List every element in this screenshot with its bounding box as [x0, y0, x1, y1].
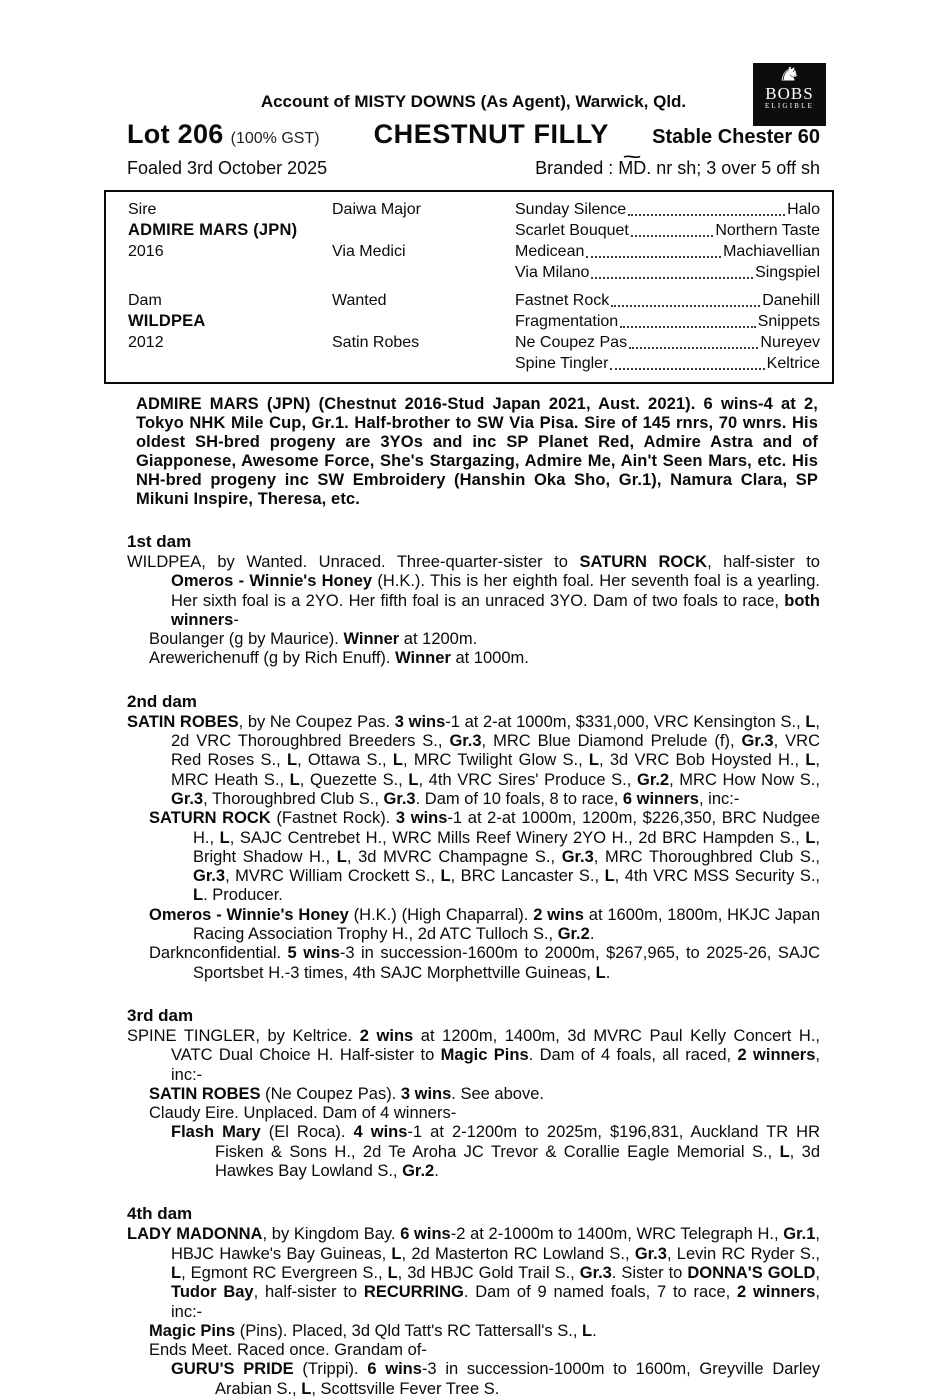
ancestor-name: Ne Coupez Pas — [515, 334, 628, 351]
pedigree-paragraph: SATIN ROBES (Ne Coupez Pas). 3 wins. See above. — [149, 1084, 544, 1103]
dam-section — [127, 1204, 820, 1399]
dam-section-heading: 3rd dam — [127, 1005, 194, 1025]
leader-dots — [631, 235, 713, 237]
pedigree-table — [104, 190, 834, 384]
ancestor-name: Spine Tingler — [515, 355, 609, 372]
pedigree-paragraph: SATIN ROBES, by Ne Coupez Pas. 3 wins-1 at 2-at 1000m, $331,000, VRC Kensington S., L, 2d VRC Thoroughbred Breeders S., Gr.3, MRC Blue Diamond Prelude (f), Gr.3, VRC Red Roses S., L, Ottawa S., L, MRC Twilight Glow S., L, 3d VRC Bob Hoysted H., L, MRC Heath S., L, Quezette S., L, 4th VRC Sires' Produce S., Gr.2, MRC How Now S., Gr.3, Thoroughbred Club S., Gr.3. Dam of 10 foals, 8 to race, 6 winners, inc:- — [127, 712, 820, 808]
pedigree-cell: Via Medici — [332, 243, 406, 260]
vendor-account-line: Account of MISTY DOWNS (As Agent), Warwick, Qld. — [260, 92, 687, 111]
dam-sections — [127, 532, 820, 1399]
pedigree-paragraph: Claudy Eire. Unplaced. Dam of 4 winners- — [149, 1104, 457, 1123]
ancestor-name: Danehill — [762, 292, 820, 309]
pedigree-cell — [128, 262, 332, 283]
ancestor-name: Machiavellian — [723, 243, 820, 260]
pedigree-paragraph: Ends Meet. Raced once. Grandam of- — [149, 1341, 427, 1360]
leader-dots — [591, 277, 753, 279]
pedigree-cell — [332, 353, 515, 374]
dam-section-heading: 4th dam — [127, 1204, 193, 1224]
ancestor-name: Snippets — [757, 313, 820, 330]
leader-dots — [586, 256, 721, 258]
ancestor-name: Northern Taste — [715, 222, 820, 239]
sire-name: ADMIRE MARS (JPN) — [128, 221, 298, 239]
ancestor-name: Medicean — [515, 243, 585, 260]
ancestor-name: Keltrice — [766, 355, 820, 372]
ancestor-name: Fragmentation — [515, 313, 619, 330]
pedigree-paragraph: WILDPEA, by Wanted. Unraced. Three-quarter-sister to SATURN ROCK, half-sister to Omeros - Winnie's Honey (H.K.). This is her eighth foal. Her seventh foal is a yearling. Her sixth foal is a 2YO. Her fifth foal is an unraced 3YO. Dam of two foals to race, both winners- — [127, 553, 820, 629]
pedigree-row — [128, 262, 820, 283]
pedigree-row — [128, 199, 820, 220]
dam-section — [127, 1006, 820, 1181]
leader-dots — [629, 347, 758, 349]
pedigree-cell: Sire — [128, 201, 157, 218]
bobs-horse-icon: ♞ — [777, 64, 802, 85]
pedigree-row — [128, 220, 820, 241]
ancestor-name: Halo — [787, 201, 820, 218]
pedigree-row — [128, 241, 820, 262]
pedigree-paragraph: SATURN ROCK (Fastnet Rock). 3 wins-1 at 2-at 1000m, 1200m, $226,350, BRC Nudgee H., L, SAJC Centrebet H., WRC Mills Reef Winery 2YO H., 2d BRC Hampden S., L, Bright Shadow H., L, 3d MVRC Champagne S., Gr.3, MRC Thoroughbred Club S., Gr.3, MVRC William Crockett S., L, BRC Lancaster S., L, 4th VRC MSS Security S., L. Producer. — [149, 809, 821, 905]
ancestor-name: Via Milano — [515, 264, 590, 281]
foaled-line — [127, 158, 820, 179]
pedigree-cell: Daiwa Major — [332, 201, 421, 218]
pedigree-row — [128, 332, 820, 353]
leader-dots — [611, 305, 760, 307]
foaled-date: Foaled 3rd October 2025 — [127, 158, 328, 178]
ancestor-name: Sunday Silence — [515, 201, 627, 218]
bobs-logo-subtitle: ELIGIBLE — [764, 102, 815, 110]
ancestor-name: Scarlet Bouquet — [515, 222, 629, 239]
dam-section-heading: 1st dam — [127, 532, 192, 551]
pedigree-paragraph: LADY MADONNA, by Kingdom Bay. 6 wins-2 at 2-1000m to 1400m, WRC Telegraph H., Gr.1, HBJC Hawke's Bay Guineas, L, 2d Masterton RC Lowland S., Gr.3, Levin RC Ryder S., L, Egmont RC Evergreen S., L, 3d HBJC Gold Trail S., Gr.3. Sister to DONNA'S GOLD, Tudor Bay, half-sister to RECURRING. Dam of 9 named foals, 7 to race, 2 winners, inc:- — [127, 1225, 821, 1321]
pedigree-paragraph: Boulanger (g by Maurice). Winner at 1200m. — [149, 630, 478, 649]
pedigree-cell: Satin Robes — [332, 334, 420, 351]
horse-description-title: CHESTNUT FILLY — [373, 119, 609, 149]
pedigree-cell — [332, 220, 515, 241]
leader-dots — [610, 368, 764, 370]
pedigree-cell — [128, 353, 332, 374]
pedigree-cell: 2016 — [128, 243, 164, 260]
lot-line — [127, 119, 820, 150]
pedigree-row — [128, 353, 820, 374]
pedigree-paragraph: Flash Mary (El Roca). 4 wins-1 at 2-1200m to 2025m, $196,831, Auckland TR HR Fisken & Sons H., 2d Te Aroha JC Trevor & Corallie Eagle Memorial S., L, 3d Hawkes Bay Lowland S., Gr.2. — [171, 1123, 820, 1181]
bobs-logo-title: BOBS — [765, 84, 814, 103]
ancestor-name: Fastnet Rock — [515, 292, 610, 309]
pedigree-paragraph: Omeros - Winnie's Honey (H.K.) (High Chaparral). 2 wins at 1600m, 1800m, HKJC Japan Racing Association Trophy H., 2d ATC Tulloch S., Gr.2. — [149, 905, 821, 944]
ancestor-name: Nureyev — [760, 334, 820, 351]
sire-summary-paragraph: ADMIRE MARS (JPN) (Chestnut 2016-Stud Japan 2021, Aust. 2021). 6 wins-4 at 2, Tokyo NHK Mile Cup, Gr.1. Half-brother to SW Via Pisa. Sire of 145 rnrs, 70 wnrs. His oldest SH-bred progeny are 3YOs and inc SP Planet Red, Admire Astra and of Giapponese, Awesome Force, She's Stargazing, Admire Me, Ain't Seen Mars, etc. His NH-bred progeny inc SW Embroidery (Hanshin Oka Sho, Gr.1), Namura Clara, SP Mikuni Inspire, Theresa, etc. — [136, 395, 818, 508]
leader-dots — [628, 214, 785, 216]
brand-description: Branded : ~ MD. nr sh; 3 over 5 off sh — [535, 158, 820, 179]
gst-label: (100% GST) — [230, 130, 320, 147]
pedigree-paragraph: GURU'S PRIDE (Trippi). 6 wins-3 in succession-1000m to 1600m, Greyville Darley Arabian S., L, Scottsville Fever Tree S. — [171, 1360, 820, 1398]
pedigree-row — [128, 311, 820, 332]
pedigree-paragraph: Arewerichenuff (g by Rich Enuff). Winner at 1000m. — [149, 649, 529, 668]
dam-section — [127, 692, 820, 983]
dam-name: WILDPEA — [128, 312, 206, 330]
pedigree-cell — [332, 311, 515, 332]
dam-section-heading: 2nd dam — [127, 691, 197, 711]
pedigree-row — [128, 290, 820, 311]
dam-section — [127, 532, 820, 669]
pedigree-paragraph: SPINE TINGLER, by Keltrice. 2 wins at 1200m, 1400m, 3d MVRC Paul Kelly Concert H., VATC Dual Choice H. Half-sister to Magic Pins. Dam of 4 foals, all raced, 2 winners, inc:- — [127, 1026, 821, 1084]
pedigree-paragraph: Magic Pins (Pins). Placed, 3d Qld Tatt's RC Tattersall's S., L. — [149, 1321, 597, 1340]
brand-mark: ~ MD — [618, 158, 646, 179]
ancestor-name: Singspiel — [755, 264, 820, 281]
leader-dots — [620, 326, 756, 328]
pedigree-cell: Dam — [128, 292, 162, 309]
pedigree-cell: Wanted — [332, 292, 387, 309]
pedigree-cell — [332, 262, 515, 283]
stable-label: Stable Chester 60 — [652, 126, 820, 148]
pedigree-cell: 2012 — [128, 334, 164, 351]
bobs-logo — [753, 63, 826, 126]
pedigree-paragraph: Darknconfidential. 5 wins-3 in succession-1600m to 2000m, $267,965, to 2025-26, SAJC Sportsbet H.-3 times, 4th SAJC Morphettville Guineas, L. — [149, 944, 820, 982]
lot-number: Lot 206 — [127, 119, 224, 149]
